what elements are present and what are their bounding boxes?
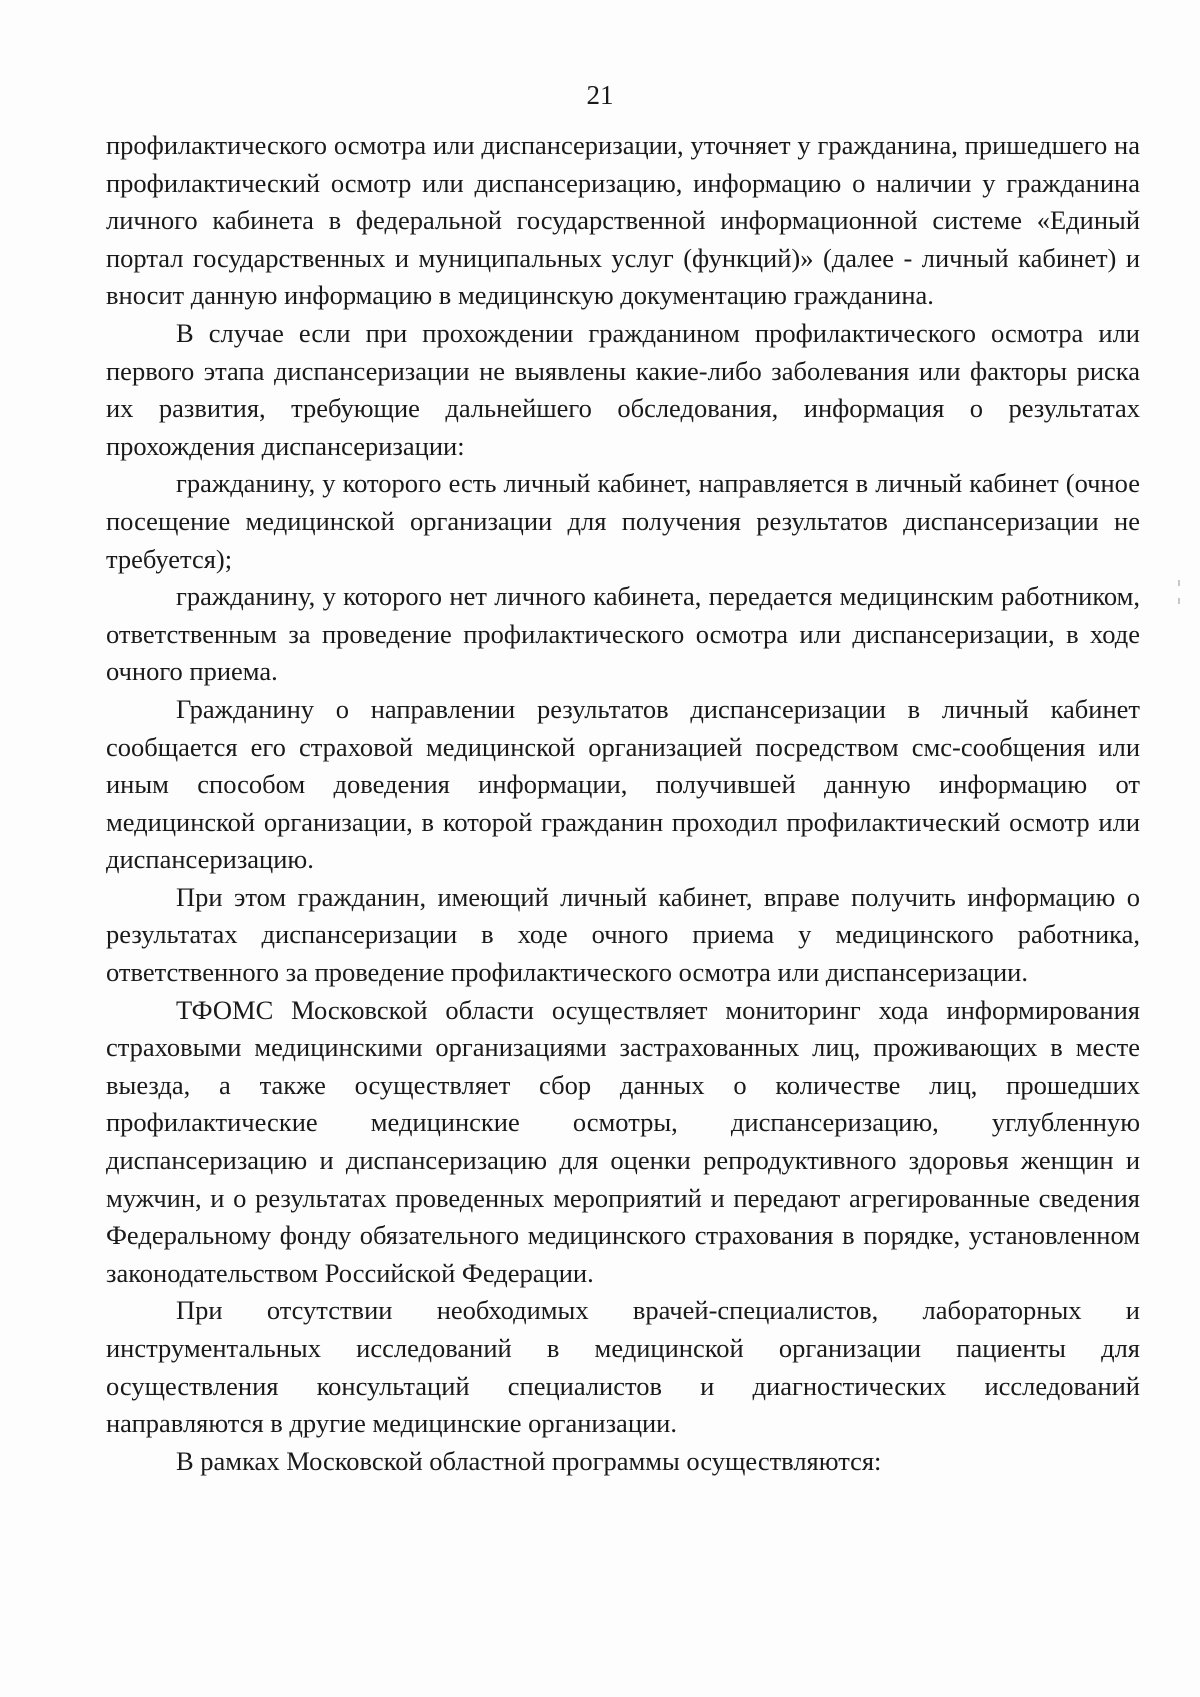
paragraph-no-diseases-found: В случае если при прохождении гражданином профилактического осмотра или первого этапа диспансеризации не выявлены какие-либо заболевания или факторы риска их развития, требующие дальнейшего обследования, информация о результатах прохождения диспансеризации: [106, 317, 1140, 461]
paragraph-without-personal-account: гражданину, у которого нет личного кабинета, передается медицинским работником, ответственным за проведение профилактического осмотра или диспансеризации, в ходе очного приема. [106, 581, 1140, 687]
paragraph-tfoms-monitoring: ТФОМС Московской области осуществляет мониторинг хода информирования страховыми медицинскими организациями застрахованных лиц, проживающих в месте выезда, а также осуществляет сбор данных о количестве лиц, прошедших профилактические медицинские осмотры, диспансеризацию, углубленную диспансеризацию и диспансеризацию для оценки репродуктивного здоровья женщин и мужчин, и о результатах проведенных мероприятий и передают агрегированные сведения Федеральному фонду обязательного медицинского страхования в порядке, установленном законодательством Российской Федерации. [106, 994, 1140, 1288]
paragraph-program-list-intro: В рамках Московской областной программы осуществляются: [176, 1445, 882, 1476]
paragraph-notification: Гражданину о направлении результатов диспансеризации в личный кабинет сообщается его страховой медицинской организацией посредством смс-сообщения или иным способом доведения информации, получившей данную информацию от медицинской организации, в которой гражданин проходил профилактический осмотр или диспансеризацию. [106, 693, 1140, 875]
paragraph-referral: При отсутствии необходимых врачей-специалистов, лабораторных и инструментальных исследований в медицинской организации пациенты для осуществления консультаций специалистов и диагностических исследований направляются в другие медицинские организации. [106, 1295, 1140, 1439]
paragraph-in-person-right: При этом гражданин, имеющий личный кабинет, вправе получить информацию о результатах диспансеризации в ходе очного приема у медицинского работника, ответственного за проведение профилактического осмотра или диспансеризации. [106, 881, 1140, 988]
document-body [106, 127, 1140, 1480]
scan-artifact [1178, 598, 1180, 604]
page-number: 21 [586, 80, 614, 110]
paragraph-with-personal-account: гражданину, у которого есть личный кабинет, направляется в личный кабинет (очное посещение медицинской организации для получения результатов диспансеризации не требуется); [106, 468, 1140, 574]
scan-artifact [1178, 580, 1180, 586]
paragraph-continuation: профилактического осмотра или диспансеризации, уточняет у гражданина, пришедшего на профилактический осмотр или диспансеризацию, информацию о наличии у гражданина личного кабинета в федеральной государственной информационной системе «Единый портал государственных и муниципальных услуг (функций)» (далее - личный кабинет) и вносит данную информацию в медицинскую документацию гражданина. [106, 130, 1140, 311]
